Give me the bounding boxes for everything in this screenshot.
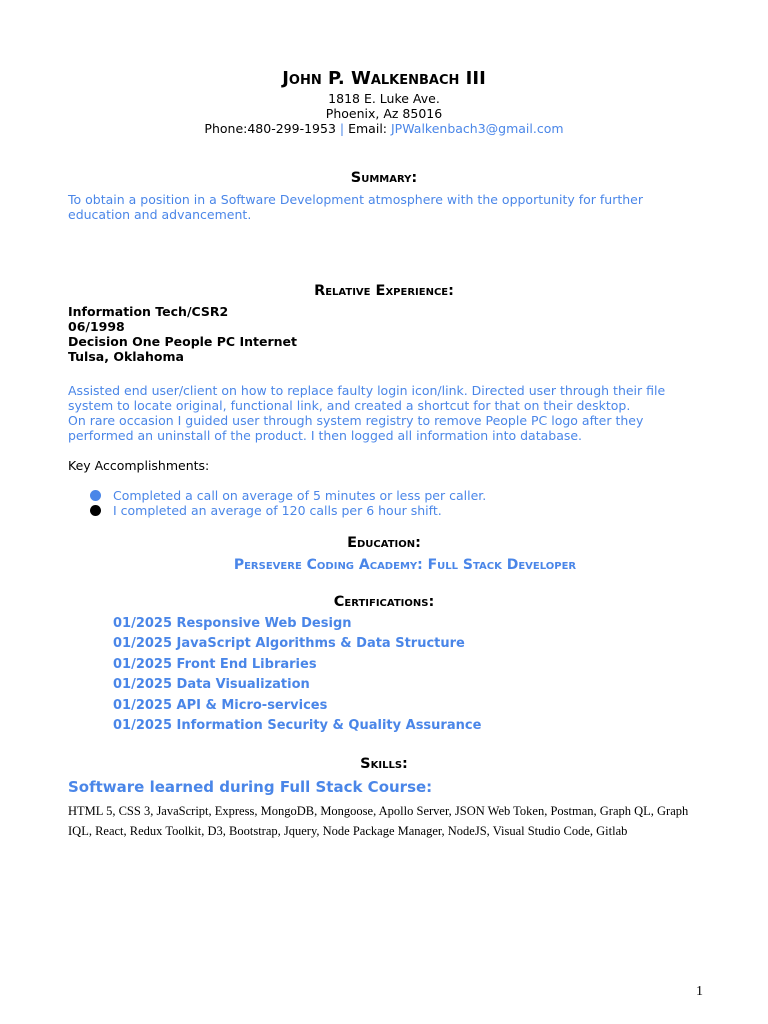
list-item xyxy=(90,503,486,518)
certification-item: 01/2025 Data Visualization xyxy=(113,677,310,693)
certification-item: 01/2025 Information Security & Quality Assurance xyxy=(113,717,482,733)
contact-line xyxy=(0,121,768,136)
certification-item: 01/2025 Responsive Web Design xyxy=(113,616,352,631)
email-link[interactable]: JPWalkenbach3@gmail.com xyxy=(391,121,564,136)
candidate-name: John P. Walkenbach III xyxy=(282,68,486,89)
certifications-list xyxy=(113,614,481,736)
certification-item: 01/2025 Front End Libraries xyxy=(113,656,317,672)
accomplishment-text: Completed a call on average of 5 minutes or less per caller. xyxy=(113,488,487,503)
education-text: Persevere Coding Academy: Full Stack Developer xyxy=(233,557,577,573)
email-label: Email: xyxy=(348,121,388,136)
education-heading: Education: xyxy=(347,535,421,551)
bullet-icon xyxy=(90,490,101,501)
job-description-1: Assisted end user/client on how to replace faulty login icon/link. Directed user through their file system to locate original, functional link, and created a shortcut for that on their desktop. xyxy=(68,383,666,413)
skills-list: HTML 5, CSS 3, JavaScript, Express, MongoDB, Mongoose, Apollo Server, JSON Web Token, Postman, Graph QL, Graph IQL, React, Redux Toolkit, D3, Bootstrap, Jquery, Node Package Manager, NodeJS, Visual Studio Code, Gitlab xyxy=(68,804,689,838)
accomplishment-text: I completed an average of 120 calls per 6 hour shift. xyxy=(113,503,442,518)
summary-heading: Summary: xyxy=(350,170,418,186)
job-date: 06/1998 xyxy=(68,319,125,334)
skills-heading: Skills: xyxy=(360,756,408,772)
certifications-heading: Certifications: xyxy=(333,594,435,610)
page-number: 1 xyxy=(696,984,703,999)
address-line-1: 1818 E. Luke Ave. xyxy=(328,91,440,106)
accomplishments-list xyxy=(90,488,486,518)
phone-number: 480-299-1953 xyxy=(247,121,336,136)
bullet-icon xyxy=(90,505,101,516)
job-description-2: On rare occasion I guided user through system registry to remove People PC logo after they performed an uninstall of the product. I then logged all information into database. xyxy=(68,413,644,443)
accomplishments-label: Key Accomplishments: xyxy=(68,458,210,473)
certification-item: 01/2025 JavaScript Algorithms & Data Structure xyxy=(113,636,465,652)
summary-text: To obtain a position in a Software Development atmosphere with the opportunity for further education and advancement. xyxy=(68,192,643,222)
job-title: Information Tech/CSR2 xyxy=(68,304,229,319)
list-item xyxy=(90,488,486,503)
job-location: Tulsa, Oklahoma xyxy=(68,349,184,364)
job-company: Decision One People PC Internet xyxy=(68,334,297,349)
skills-subheading: Software learned during Full Stack Course: xyxy=(68,778,433,796)
contact-separator: | xyxy=(339,121,345,136)
phone-label: Phone: xyxy=(204,121,248,136)
address-line-2: Phoenix, Az 85016 xyxy=(325,106,443,121)
experience-heading: Relative Experience: xyxy=(314,283,454,299)
certification-item: 01/2025 API & Micro-services xyxy=(113,697,328,713)
